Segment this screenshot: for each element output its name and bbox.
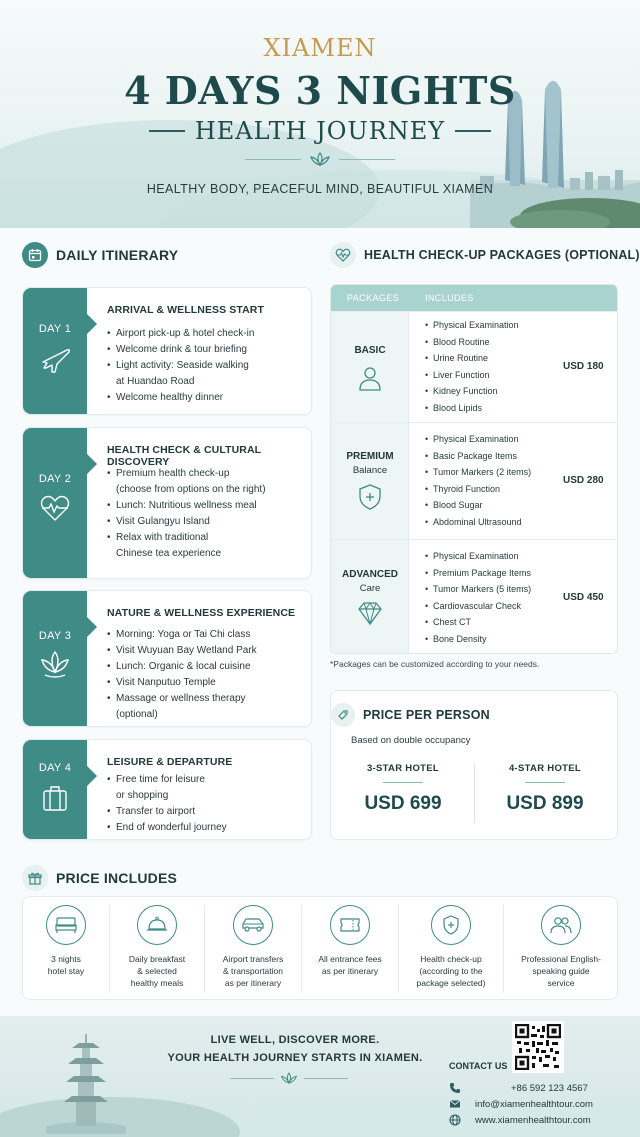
package-price: USD 450 bbox=[563, 592, 604, 603]
list-item: • Morning: Yoga or Tai Chi class bbox=[107, 627, 257, 643]
package-includes-list bbox=[425, 431, 531, 531]
include-line: & selected bbox=[137, 966, 177, 976]
hotel-class-label: 4-STAR HOTEL bbox=[508, 763, 582, 774]
package-subname: Balance bbox=[352, 465, 388, 476]
footer-slogan-line-2: YOUR HEALTH JOURNEY STARTS IN XIAMEN. bbox=[167, 1052, 423, 1064]
hero-banner bbox=[0, 0, 640, 228]
price-option-4-star bbox=[475, 763, 615, 815]
package-price: USD 180 bbox=[563, 361, 604, 372]
hero-title: 4 DAYS 3 NIGHTS bbox=[124, 68, 516, 113]
package-row-basic bbox=[331, 311, 618, 422]
list-item-continuation: Chinese tea experience bbox=[116, 548, 222, 559]
day-activity-list bbox=[107, 326, 254, 406]
list-item: • Massage or wellness therapy bbox=[107, 691, 257, 707]
divider-line bbox=[383, 782, 423, 783]
list-item: • Visit Wuyuan Bay Wetland Park bbox=[107, 643, 257, 659]
list-item: • Blood Sugar bbox=[425, 497, 531, 514]
package-price: USD 280 bbox=[563, 475, 604, 486]
include-item-transfers bbox=[205, 897, 301, 1001]
price-value: USD 699 bbox=[364, 793, 442, 814]
day-label: DAY 1 bbox=[38, 323, 72, 335]
phone-number: +86 592 123 4567 bbox=[511, 1082, 588, 1094]
include-text bbox=[399, 953, 503, 989]
tag-icon bbox=[331, 703, 355, 727]
list-item-continuation: (optional) bbox=[116, 709, 158, 720]
people-icon bbox=[541, 905, 581, 945]
person-icon bbox=[356, 364, 384, 392]
list-item: • Airport pick-up & hotel check-in bbox=[107, 326, 254, 342]
divider-line bbox=[525, 782, 565, 783]
include-text bbox=[205, 953, 301, 989]
list-item: • Lunch: Organic & local cuisine bbox=[107, 659, 257, 675]
list-item-continuation: or shopping bbox=[116, 790, 169, 801]
include-line: as per itinerary bbox=[224, 978, 282, 988]
package-includes-list bbox=[425, 548, 531, 648]
ticket-icon bbox=[330, 905, 370, 945]
day-card-4 bbox=[22, 739, 312, 840]
table-header bbox=[331, 285, 618, 311]
list-item: • Visit Nanputuo Temple bbox=[107, 675, 257, 691]
day-card-2 bbox=[22, 427, 312, 579]
list-item: • Cardiovascular Check bbox=[425, 598, 531, 615]
itinerary-title: DAILY ITINERARY bbox=[56, 247, 179, 263]
include-line: All entrance fees bbox=[318, 954, 382, 964]
list-item: • Blood Routine bbox=[425, 334, 519, 351]
package-row-premium bbox=[331, 422, 618, 539]
package-name-cell bbox=[331, 540, 409, 654]
day-title: HEALTH CHECK & CULTURAL DISCOVERY bbox=[107, 444, 261, 468]
include-item-health-check bbox=[399, 897, 503, 1001]
include-line: Daily breakfast bbox=[128, 954, 186, 964]
price-per-person-title: PRICE PER PERSON bbox=[363, 708, 490, 722]
include-item-guide bbox=[504, 897, 618, 1001]
list-item: • Visit Gulangyu Island bbox=[107, 514, 266, 530]
list-item: • Kidney Function bbox=[425, 383, 519, 400]
packages-table bbox=[330, 284, 618, 654]
calendar-icon bbox=[22, 242, 48, 268]
include-text bbox=[23, 953, 109, 977]
include-line: speaking guide bbox=[532, 966, 590, 976]
contact-phone[interactable] bbox=[449, 1082, 588, 1094]
list-item: • Tumor Markers (5 items) bbox=[425, 581, 531, 598]
package-name: ADVANCED bbox=[342, 569, 398, 580]
include-line: (according to the bbox=[419, 966, 483, 976]
list-item: • Blood Lipids bbox=[425, 400, 519, 417]
hero-tagline: HEALTHY BODY, PEACEFUL MIND, BEAUTIFUL XIAMEN bbox=[146, 182, 494, 196]
include-line: Professional English- bbox=[521, 954, 601, 964]
include-text bbox=[110, 953, 204, 989]
day-label: DAY 3 bbox=[38, 630, 72, 642]
footer-slogan-line-1: LIVE WELL, DISCOVER MORE. bbox=[210, 1034, 380, 1046]
list-item: • Physical Examination bbox=[425, 548, 531, 565]
package-name: PREMIUM bbox=[346, 451, 394, 462]
list-item: • Premium health check-up bbox=[107, 466, 266, 482]
include-line: & transportation bbox=[222, 966, 283, 976]
phone-icon bbox=[449, 1082, 461, 1094]
package-row-advanced bbox=[331, 539, 618, 654]
list-item: • Lunch: Nutritious wellness meal bbox=[107, 498, 266, 514]
package-name-cell bbox=[331, 423, 409, 539]
list-item: • Physical Examination bbox=[425, 317, 519, 334]
list-item: • Chest CT bbox=[425, 614, 531, 631]
column-header-includes: INCLUDES bbox=[425, 293, 474, 303]
hero-city-name: XIAMEN bbox=[263, 34, 377, 62]
car-icon bbox=[233, 905, 273, 945]
include-line: service bbox=[547, 978, 575, 988]
diamond-icon bbox=[356, 599, 384, 627]
list-item: • Free time for leisure bbox=[107, 772, 227, 788]
list-item: • Light activity: Seaside walking bbox=[107, 358, 254, 374]
divider-line bbox=[230, 1078, 274, 1079]
occupancy-note: Based on double occupancy bbox=[351, 735, 471, 746]
contact-email[interactable] bbox=[449, 1098, 593, 1110]
cloche-icon bbox=[137, 905, 177, 945]
include-item-entrance-fees bbox=[302, 897, 398, 1001]
list-item: • Welcome healthy dinner bbox=[107, 390, 254, 406]
day-card-1 bbox=[22, 287, 312, 415]
lotus-icon bbox=[39, 648, 71, 680]
list-item-continuation: (choose from options on the right) bbox=[116, 484, 266, 495]
contact-label: CONTACT US bbox=[449, 1061, 508, 1071]
divider-line bbox=[149, 130, 185, 132]
email-icon bbox=[449, 1098, 461, 1110]
day-card-3 bbox=[22, 590, 312, 727]
bed-icon bbox=[46, 905, 86, 945]
packages-header bbox=[330, 242, 640, 268]
day-activity-list bbox=[107, 772, 227, 836]
list-item: • Relax with traditional bbox=[107, 530, 266, 546]
day-label: DAY 2 bbox=[38, 473, 72, 485]
divider-line bbox=[455, 130, 491, 132]
website-url: www.xiamenhealthtour.com bbox=[475, 1114, 591, 1126]
package-name: BASIC bbox=[354, 345, 386, 356]
include-line: package selected) bbox=[416, 978, 486, 988]
day-title: ARRIVAL & WELLNESS START bbox=[107, 304, 264, 316]
include-line: hotel stay bbox=[47, 966, 85, 976]
heartbeat-icon bbox=[39, 492, 71, 524]
list-item: • End of wonderful journey bbox=[107, 820, 227, 836]
package-subname: Care bbox=[359, 583, 381, 594]
itinerary-header bbox=[22, 242, 178, 268]
list-item: • Physical Examination bbox=[425, 431, 531, 448]
includes-header bbox=[22, 865, 177, 891]
pagoda-image bbox=[46, 1034, 126, 1134]
hero-lotus-divider bbox=[0, 152, 640, 166]
price-per-person-header bbox=[331, 703, 490, 727]
divider-line bbox=[339, 159, 395, 160]
include-text bbox=[302, 953, 398, 977]
include-line: Health check-up bbox=[420, 954, 482, 964]
packages-note: *Packages can be customized according to your needs. bbox=[330, 659, 540, 669]
hero-subtitle: HEALTH JOURNEY bbox=[194, 117, 446, 145]
shield-plus-icon bbox=[356, 483, 384, 511]
list-item-continuation: at Huandao Road bbox=[116, 376, 195, 387]
includes-title: PRICE INCLUDES bbox=[56, 870, 178, 886]
day-activity-list bbox=[107, 627, 257, 723]
include-text bbox=[504, 953, 618, 989]
list-item: • Premium Package Items bbox=[425, 565, 531, 582]
price-option-3-star bbox=[333, 763, 473, 815]
hotel-class-label: 3-STAR HOTEL bbox=[366, 763, 440, 774]
list-item: • Liver Function bbox=[425, 367, 519, 384]
day-activity-list bbox=[107, 466, 266, 562]
includes-box bbox=[22, 896, 618, 1000]
suitcase-icon bbox=[39, 782, 71, 814]
package-includes-list bbox=[425, 317, 519, 417]
contact-website[interactable] bbox=[449, 1114, 591, 1126]
day-label: DAY 4 bbox=[38, 762, 72, 774]
day-title: LEISURE & DEPARTURE bbox=[107, 756, 233, 768]
price-per-person-card bbox=[330, 690, 618, 840]
list-item: • Bone Density bbox=[425, 631, 531, 648]
airplane-icon bbox=[39, 342, 71, 374]
globe-icon bbox=[449, 1114, 461, 1126]
list-item: • Tumor Markers (2 items) bbox=[425, 464, 531, 481]
lotus-icon bbox=[280, 1072, 298, 1084]
day-title: NATURE & WELLNESS EXPERIENCE bbox=[107, 607, 296, 619]
footer-lotus-divider bbox=[230, 1072, 348, 1084]
lotus-icon bbox=[309, 152, 331, 166]
list-item: • Transfer to airport bbox=[107, 804, 227, 820]
gift-icon bbox=[22, 865, 48, 891]
list-item: • Abdominal Ultrasound bbox=[425, 514, 531, 531]
price-value: USD 899 bbox=[506, 793, 584, 814]
list-item: • Thyroid Function bbox=[425, 481, 531, 498]
divider-line bbox=[245, 159, 301, 160]
include-item-hotel bbox=[23, 897, 109, 1001]
hero-subtitle-row bbox=[0, 117, 640, 145]
heart-pulse-icon bbox=[330, 242, 356, 268]
include-line: healthy meals bbox=[130, 978, 184, 988]
include-item-meals bbox=[110, 897, 204, 1001]
list-item: • Basic Package Items bbox=[425, 448, 531, 465]
list-item: • Welcome drink & tour briefing bbox=[107, 342, 254, 358]
shield-plus-icon bbox=[431, 905, 471, 945]
include-line: Airport transfers bbox=[222, 954, 284, 964]
column-header-packages: PACKAGES bbox=[347, 293, 400, 303]
email-address: info@xiamenhealthtour.com bbox=[475, 1098, 593, 1110]
include-line: as per itinerary bbox=[321, 966, 379, 976]
packages-title: HEALTH CHECK-UP PACKAGES (OPTIONAL) bbox=[364, 248, 640, 262]
qr-code-icon[interactable] bbox=[512, 1021, 564, 1073]
divider-line bbox=[304, 1078, 348, 1079]
list-item: • Urine Routine bbox=[425, 350, 519, 367]
include-line: 3 nights bbox=[51, 954, 81, 964]
